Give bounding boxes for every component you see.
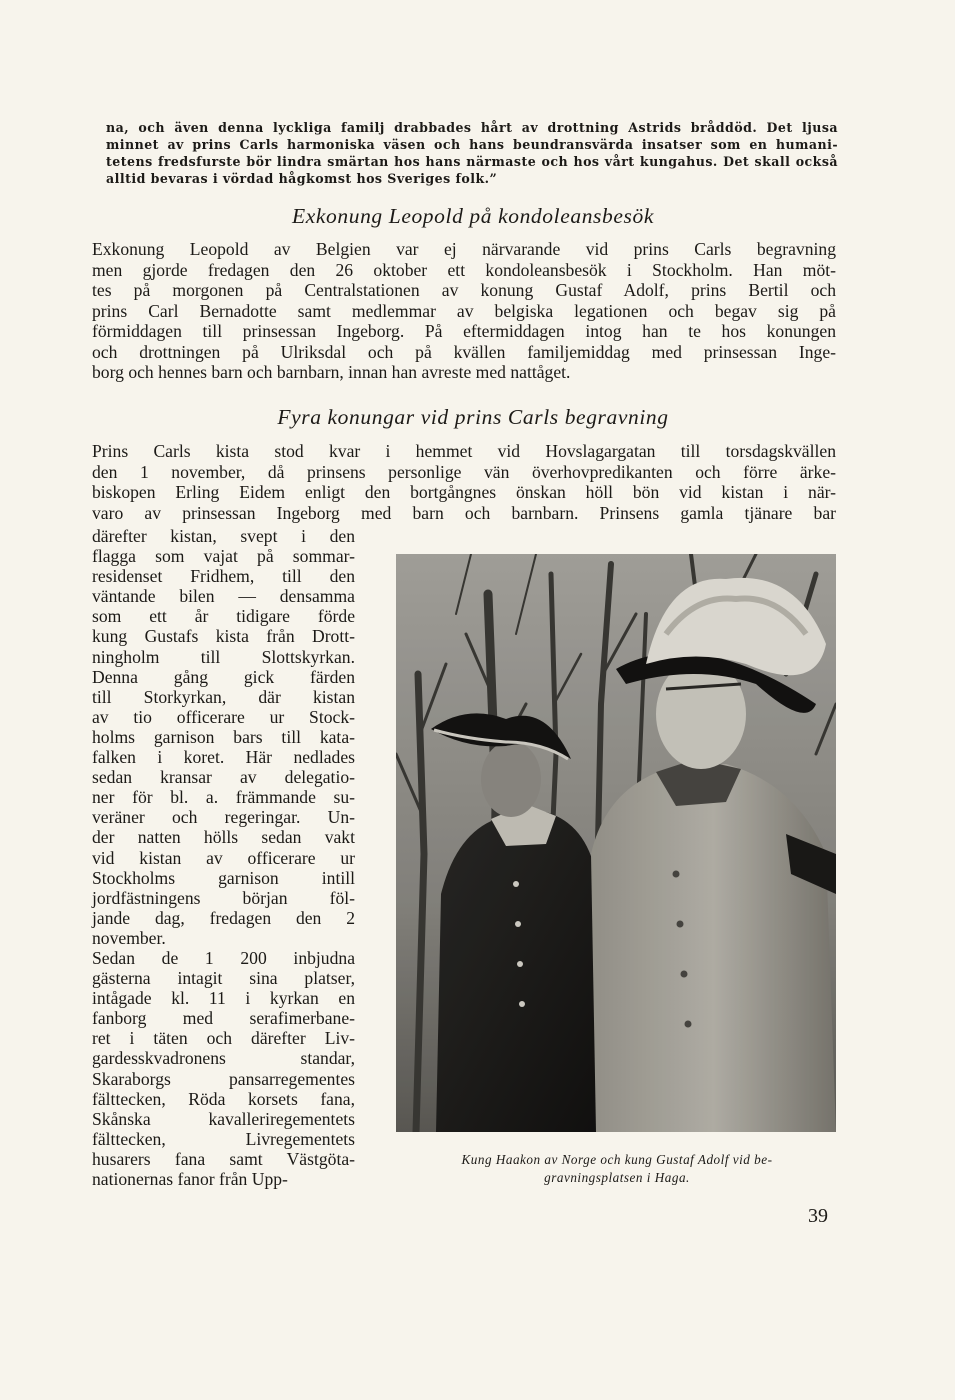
paragraph-line: Exkonung Leopold av Belgien var ej närvarande vid prins Carls begravning (92, 239, 836, 259)
column-line: holms garnison bars till kata- (92, 726, 355, 747)
paragraph-line: prins Carl Bernadotte samt medlemmar av belgiska legationen och begav sig på (92, 300, 836, 321)
column-line: därefter kistan, svept i den (92, 526, 355, 546)
intro-line: minnet av prins Carls harmoniska väsen och hans beundransvärda insatser som en humani- (106, 137, 838, 152)
paragraph-line: borg och hennes barn och barnbarn, innan han avreste med nattåget. (92, 362, 571, 382)
paragraph-line: men gjorde fredagen den 26 oktober ett kondoleansbesök i Stockholm. Han möt- (92, 259, 836, 280)
column-line: som ett år tidigare förde (92, 606, 355, 627)
section-heading-leopold: Exkonung Leopold på kondoleansbesök (292, 204, 654, 228)
intro-line: tetens fredsfurste bör lindra smärtan hos hans närmaste och hos vårt kungahus. Det skall också (106, 154, 838, 169)
photograph-illustration (396, 554, 836, 1132)
intro-line: alltid bevaras i vördad hågkomst hos Sveriges folk.” (106, 171, 498, 186)
column-line: husarers fana samt Västgöta- (92, 1148, 355, 1169)
column-line: falken i koret. Här nedlades (92, 747, 355, 768)
page-number: 39 (808, 1205, 828, 1227)
column-line: jordfästningens början föl- (92, 887, 355, 908)
column-line: kung Gustafs kista från Drott- (92, 626, 355, 647)
column-line: ningholm till Slottskyrkan. (92, 646, 355, 667)
column-line: Sedan de 1 200 inbjudna (92, 947, 355, 968)
section-paragraph-leopold (92, 239, 836, 383)
column-line: vid kistan av officerare ur (92, 847, 355, 868)
photo-caption (386, 1151, 848, 1187)
caption-line: Kung Haakon av Norge och kung Gustaf Adolf vid be- (461, 1152, 773, 1167)
column-line: veräner och regeringar. Un- (92, 807, 355, 828)
column-line: gardesskvadronens standar, (92, 1048, 355, 1069)
column-line: november. (92, 927, 166, 948)
column-line: ret i täten och därefter Liv- (92, 1028, 355, 1049)
column-line: Skaraborgs pansarregementes (92, 1068, 355, 1089)
column-line: väntande bilen — densamma (92, 586, 355, 607)
column-line: Denna gång gick färden (92, 666, 355, 687)
column-line: intågade kl. 11 i kyrkan en (92, 988, 355, 1009)
section-heading-begravning: Fyra konungar vid prins Carls begravning (277, 405, 669, 429)
paragraph-line: förmiddagen till prinsessan Ingeborg. På eftermiddagen intog han te hos konungen (92, 321, 836, 341)
narrow-text-column (92, 526, 355, 1189)
column-line: sedan kransar av delegatio- (92, 767, 355, 788)
column-line: fanborg med serafimerbane- (92, 1008, 355, 1029)
column-line: jande dag, fredagen den 2 (92, 907, 355, 928)
column-line: till Storkyrkan, där kistan (92, 686, 355, 707)
paragraph-line: Prins Carls kista stod kvar i hemmet vid Hovslagargatan till torsdagskvällen (92, 441, 836, 461)
paragraph-line: tes på morgonen på Centralstationen av konung Gustaf Adolf, prins Bertil och (92, 280, 836, 300)
column-line: ner för bl. a. främmande su- (92, 787, 355, 808)
column-line: av tio officerare ur Stock- (92, 706, 355, 727)
photograph-two-kings (396, 554, 836, 1132)
column-line: fälttecken, Livregementets (92, 1128, 355, 1149)
paragraph-line: biskopen Erling Eidem enligt den bortgångnes önskan höll bön vid kistan i när- (92, 482, 836, 502)
intro-line: na, och även denna lyckliga familj drabbades hårt av drottning Astrids bråddöd. Det ljusa (106, 120, 838, 135)
paragraph-line: den 1 november, då prinsens personlige vän överhovpredikanten och förre ärke- (92, 461, 836, 482)
column-line: fälttecken, Röda korsets fana, (92, 1088, 355, 1109)
column-line: flagga som vajat på sommar- (92, 546, 355, 567)
paragraph-line: varo av prinsessan Ingeborg med barn och barnbarn. Prinsens gamla tjänare bar (92, 502, 836, 523)
column-line: gästerna intagit sina platser, (92, 968, 355, 989)
column-line: residenset Fridhem, till den (92, 566, 355, 587)
column-line: Stockholms garnison intill (92, 867, 355, 888)
caption-line: gravningsplatsen i Haga. (544, 1170, 690, 1185)
intro-paragraph (106, 119, 838, 187)
section-paragraph-begravning (92, 441, 836, 523)
column-line: nationernas fanor från Upp- (92, 1169, 288, 1189)
column-line: Skånska kavalleriregementets (92, 1108, 355, 1129)
column-line: der natten hölls sedan vakt (92, 827, 355, 848)
paragraph-line: och drottningen på Ulriksdal och på kvällen familjemiddag med prinsessan Inge- (92, 341, 836, 362)
